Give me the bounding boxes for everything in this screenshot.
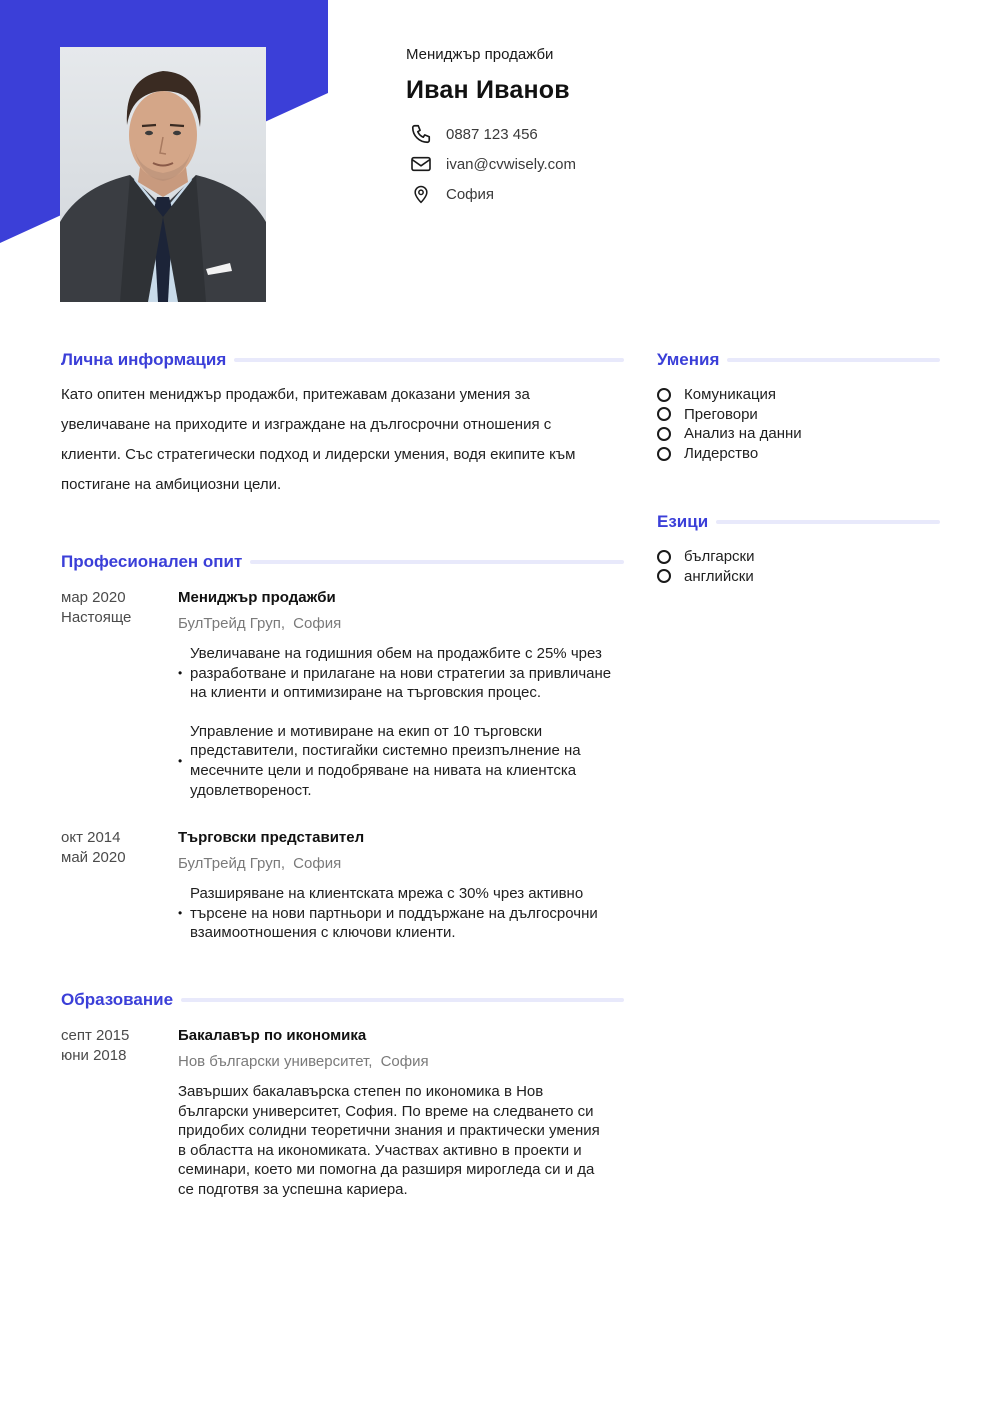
- languages-list: [657, 547, 755, 586]
- bullet-line: месечните цели и подобряване на нивата на клиентска: [190, 761, 577, 779]
- contact-text[interactable]: ivan@cvwisely.com: [446, 155, 576, 173]
- section-education: [61, 990, 624, 1010]
- achievement-item: [178, 644, 648, 703]
- section-skills: [657, 350, 940, 370]
- circle-bullet-icon: [657, 569, 671, 583]
- section-title: Професионален опит: [61, 552, 243, 571]
- date-start: окт 2014: [61, 829, 121, 846]
- section-languages: [657, 512, 940, 532]
- position-title: Мениджър продажби: [178, 589, 336, 606]
- date-start: септ 2015: [61, 1027, 130, 1044]
- section-divider: [234, 358, 624, 362]
- school-line: [178, 1052, 648, 1072]
- bullet-line: представители, постигайки системно преизпълнение на: [190, 742, 581, 760]
- language-item: [657, 567, 755, 587]
- circle-bullet-icon: [657, 388, 671, 402]
- cv-header: [406, 46, 576, 209]
- bullet-dot: •: [178, 666, 183, 681]
- section-title: Образование: [61, 990, 174, 1009]
- skill-label: Комуникация: [684, 386, 777, 404]
- job-title: Мениджър продажби: [406, 46, 554, 63]
- company-name: БулТрейд Груп,: [178, 855, 285, 872]
- achievement-item: [178, 722, 648, 800]
- achievement-list: [178, 644, 648, 800]
- summary-line: увеличаване на приходите и изграждане на дългосрочни отношения с: [61, 416, 552, 433]
- skill-label: Преговори: [684, 405, 758, 423]
- bullet-line: Управление и мотивиране на екип от 10 търговски: [190, 722, 543, 740]
- contact-location: [406, 179, 576, 209]
- date-end: юни 2018: [61, 1047, 127, 1064]
- description-line: се подготвя за успешна кариера.: [178, 1180, 408, 1198]
- skill-label: Анализ на данни: [684, 425, 802, 443]
- experience-entry: [178, 588, 648, 819]
- section-title: Лична информация: [61, 350, 227, 369]
- bullet-dot: •: [178, 906, 183, 921]
- section-divider: [716, 520, 940, 524]
- company-location: София: [293, 855, 342, 872]
- mail-icon: [408, 152, 434, 176]
- description-line: български университет, София. По време на следването си: [178, 1102, 594, 1120]
- company-line: [178, 854, 648, 874]
- contact-text[interactable]: 0887 123 456: [446, 125, 538, 143]
- language-item: [657, 547, 755, 567]
- school-name: Нов български университет,: [178, 1053, 373, 1070]
- description-line: семинари, което ми помогна да разширя мирогледа си и да: [178, 1161, 595, 1179]
- skill-item: [657, 444, 802, 464]
- bullet-line: на клиенти и оптимизиране на търговския процес.: [190, 684, 542, 702]
- skill-item: [657, 385, 802, 405]
- bullet-line: удовлетвореност.: [190, 781, 312, 799]
- description-line: Завърших бакалавърска степен по икономика в Нов: [178, 1083, 544, 1100]
- circle-bullet-icon: [657, 447, 671, 461]
- school-location: София: [380, 1053, 429, 1070]
- section-divider: [250, 560, 624, 564]
- skill-item: [657, 424, 802, 444]
- skill-item: [657, 405, 802, 425]
- skill-label: Лидерство: [684, 445, 759, 463]
- date-end: май 2020: [61, 849, 126, 866]
- company-line: [178, 614, 648, 634]
- bullet-line: разработване и прилагане на нови стратегии за привличане: [190, 664, 612, 682]
- language-label: български: [684, 548, 755, 566]
- company-name: БулТрейд Груп,: [178, 615, 285, 632]
- experience-entry: [178, 828, 648, 962]
- profile-photo: [60, 47, 266, 302]
- summary-line: клиенти. Със стратегически подход и лидерски умения, водя екипите към: [61, 446, 576, 463]
- date-end: Настояще: [61, 609, 132, 626]
- bullet-line: взаимоотношения с ключови клиенти.: [190, 924, 456, 942]
- education-description: [178, 1082, 628, 1200]
- degree-title: Бакалавър по икономика: [178, 1027, 367, 1044]
- achievement-item: [178, 884, 648, 943]
- education-entry: [178, 1026, 648, 1200]
- date-start: мар 2020: [61, 589, 126, 606]
- section-divider: [181, 998, 624, 1002]
- bullet-line: Разширяване на клиентската мрежа с 30% чрез активно: [190, 885, 584, 902]
- summary-line: Като опитен мениджър продажби, притежавам доказани умения за: [61, 386, 530, 403]
- contact-list: [406, 119, 576, 209]
- bullet-dot: •: [178, 753, 183, 768]
- section-experience: [61, 552, 624, 572]
- contact-email: [406, 149, 576, 179]
- contact-text: София: [446, 185, 495, 203]
- phone-icon: [408, 122, 434, 146]
- circle-bullet-icon: [657, 427, 671, 441]
- experience-dates: [61, 828, 126, 868]
- circle-bullet-icon: [657, 550, 671, 564]
- position-title: Търговски представител: [178, 829, 365, 846]
- section-title: Умения: [657, 350, 720, 369]
- experience-dates: [61, 588, 131, 628]
- language-label: английски: [684, 567, 754, 585]
- skills-list: [657, 385, 802, 463]
- contact-phone: [406, 119, 576, 149]
- company-location: София: [293, 615, 342, 632]
- circle-bullet-icon: [657, 407, 671, 421]
- description-line: в областта на икономиката. Участвах активно в проекти и: [178, 1141, 582, 1159]
- section-personal-info: [61, 350, 624, 370]
- bullet-line: Увеличаване на годишния обем на продажбите с 25% чрез: [190, 645, 602, 662]
- description-line: придобих солидни теоретични знания и практически умения: [178, 1122, 600, 1140]
- summary-line: постигане на амбициозни цели.: [61, 476, 282, 493]
- full-name: Иван Иванов: [406, 76, 570, 104]
- achievement-list: [178, 884, 648, 943]
- location-pin-icon: [408, 182, 434, 206]
- section-title: Езици: [657, 512, 709, 531]
- summary-text: [61, 380, 631, 500]
- bullet-line: търсене на нови партньори и поддържане на дългосрочни: [190, 904, 598, 922]
- section-divider: [727, 358, 940, 362]
- education-dates: [61, 1026, 129, 1066]
